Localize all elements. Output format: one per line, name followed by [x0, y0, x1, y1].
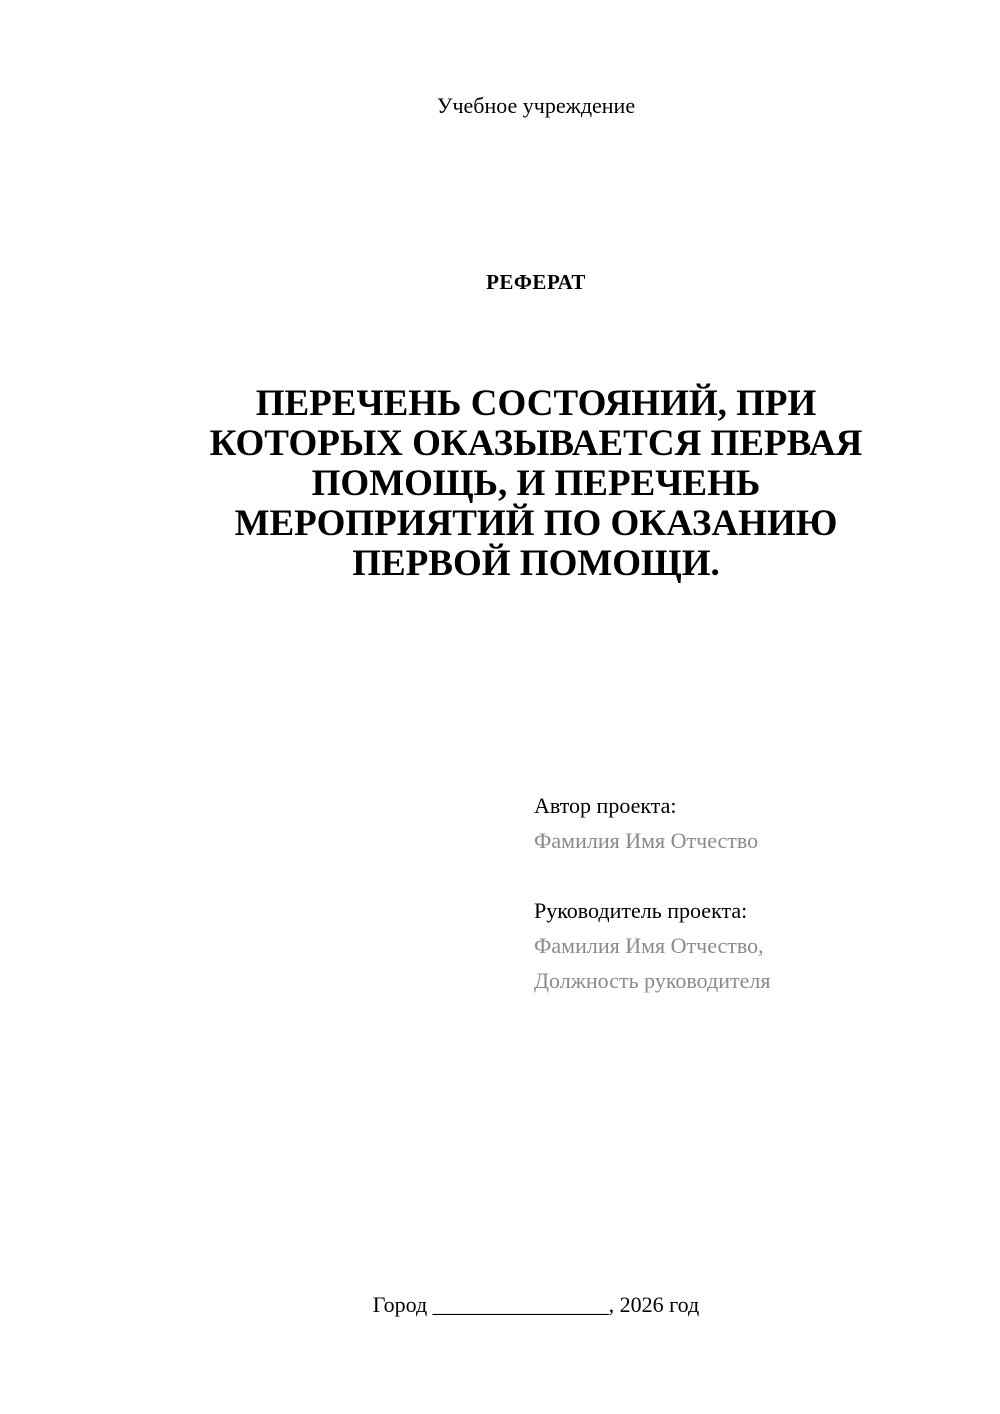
- title-line: ПЕРВОЙ ПОМОЩИ.: [352, 543, 720, 584]
- title-line: МЕРОПРИЯТИЙ ПО ОКАЗАНИЮ: [234, 503, 838, 544]
- author-name: Фамилия Имя Отчество: [534, 828, 759, 853]
- credits-block: [534, 788, 974, 998]
- spacer: [534, 858, 974, 893]
- supervisor-name: Фамилия Имя Отчество,: [534, 933, 764, 958]
- institution-name: Учебное учреждение: [436, 93, 636, 118]
- supervisor-position: Должность руководителя: [534, 968, 771, 993]
- title-line: КОТОРЫХ ОКАЗЫВАЕТСЯ ПЕРВАЯ: [209, 423, 863, 464]
- title-line: ПЕРЕЧЕНЬ СОСТОЯНИЙ, ПРИ: [255, 383, 817, 424]
- city-year-line: Город ________________, 2026 год: [372, 1292, 700, 1317]
- document-title: [160, 384, 912, 584]
- supervisor-label: Руководитель проекта:: [534, 898, 748, 923]
- author-label: Автор проекта:: [534, 793, 677, 818]
- document-type: РЕФЕРАТ: [486, 270, 586, 294]
- title-line: ПОМОЩЬ, И ПЕРЕЧЕНЬ: [311, 463, 761, 504]
